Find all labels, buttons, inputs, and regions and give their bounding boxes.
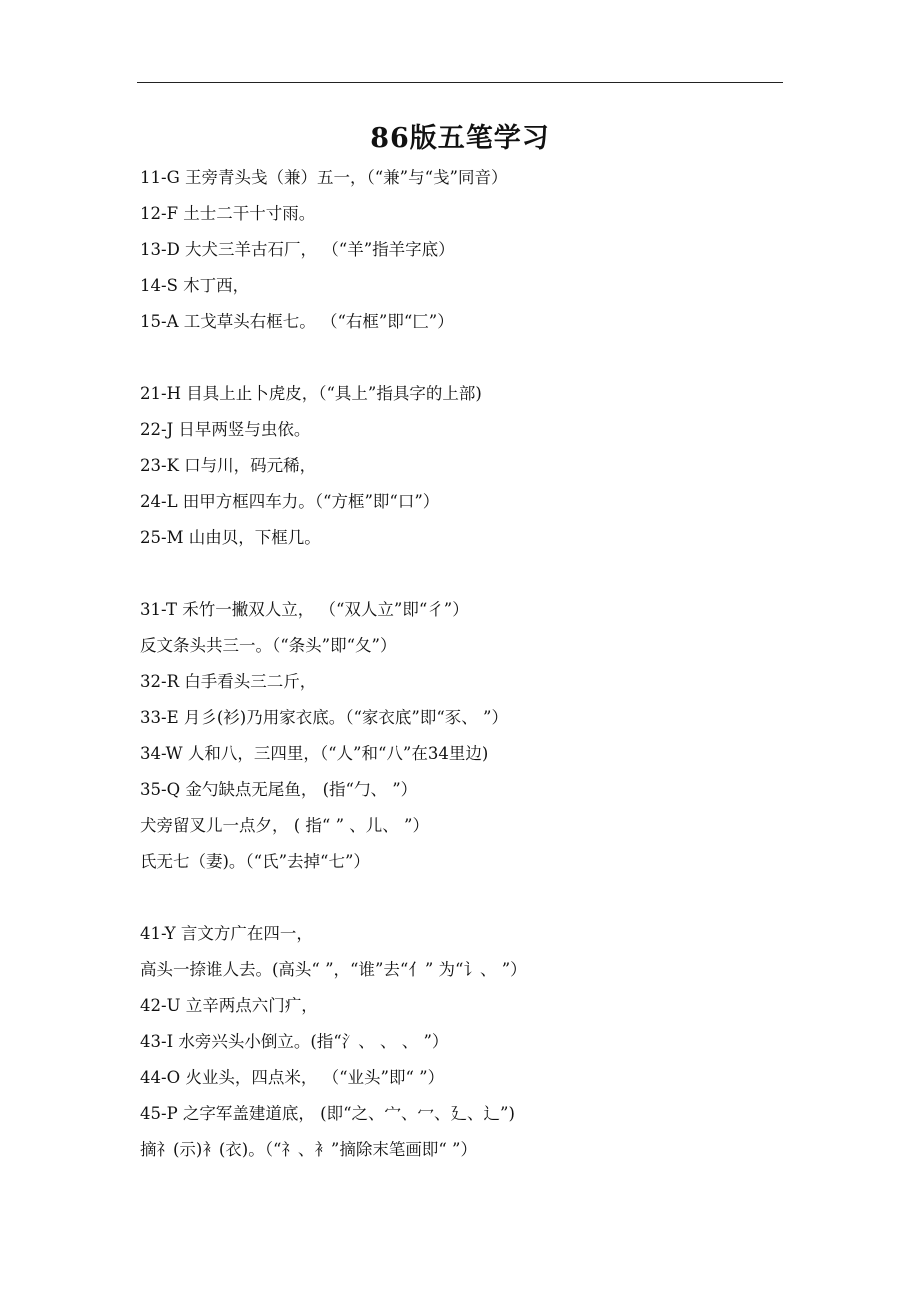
text-line: 24-L 田甲方框四车力。（“方框”即“口”） xyxy=(140,492,440,511)
group-g4 xyxy=(140,922,800,1174)
text-line: 12-F 土士二干十寸雨。 xyxy=(140,204,316,223)
text-line: 11-G 王旁青头戋（兼）五一，（“兼”与“戋”同音） xyxy=(140,168,508,187)
text-line: 反文条头共三一。（“条头”即“夂”） xyxy=(140,636,397,655)
text-line: 23-K 口与川，码元稀， xyxy=(140,456,317,475)
text-line: 42-U 立辛两点六门疒， xyxy=(140,996,318,1015)
text-line: 22-J 日早两竖与虫依。 xyxy=(140,420,311,439)
text-line: 34-W 人和八，三四里，（“人”和“八”在34里边) xyxy=(140,744,489,763)
text-line: 33-E 月彡(衫)乃用家衣底。（“家衣底”即“豕、 ”） xyxy=(140,708,508,727)
group-spacer xyxy=(140,562,800,598)
text-line: 13-D 大犬三羊古石厂， （“羊”指羊字底） xyxy=(140,240,455,259)
text-line: 41-Y 言文方广在四一， xyxy=(140,924,313,943)
group-g2 xyxy=(140,382,800,562)
document-body xyxy=(140,166,800,1174)
text-line: 35-Q 金勺缺点无尾鱼， (指“勹、 ”） xyxy=(140,780,418,799)
group-g3 xyxy=(140,598,800,886)
text-line: 摘礻(示)衤(衣)。（“礻、衤”摘除末笔画即“ ”） xyxy=(140,1140,477,1159)
text-line: 31-T 禾竹一撇双人立， （“双人立”即“彳”） xyxy=(140,600,469,619)
text-line: 25-M 山由贝，下框几。 xyxy=(140,528,321,547)
text-line: 44-O 火业头，四点米， （“业头”即“ ”） xyxy=(140,1068,445,1087)
page-title: 86版五笔学习 xyxy=(370,123,550,154)
text-line: 43-I 水旁兴头小倒立。(指“氵、 、 、 ”） xyxy=(140,1032,449,1051)
text-line: 21-H 目具上止卜虎皮，（“具上”指具字的上部) xyxy=(140,384,482,403)
text-line: 32-R 白手看头三二斤， xyxy=(140,672,317,691)
text-line: 高头一捺谁人去。(高头“ ”，“谁”去“亻” 为“讠、 ”） xyxy=(140,960,527,979)
group-spacer xyxy=(140,346,800,382)
text-line: 氏无七（妻)。（“氏”去掉“七”） xyxy=(140,852,370,871)
text-line: 15-A 工戈草头右框七。 （“右框”即“匚”） xyxy=(140,312,454,331)
text-line: 14-S 木丁西， xyxy=(140,276,250,295)
text-line: 45-P 之字军盖建道底， (即“之、宀、冖、廴、辶”) xyxy=(140,1104,515,1123)
group-spacer xyxy=(140,886,800,922)
text-line: 犬旁留叉儿一点夕， ( 指“ ” 、儿、 ”） xyxy=(140,816,429,835)
group-g1 xyxy=(140,166,800,346)
top-rule xyxy=(137,82,783,83)
